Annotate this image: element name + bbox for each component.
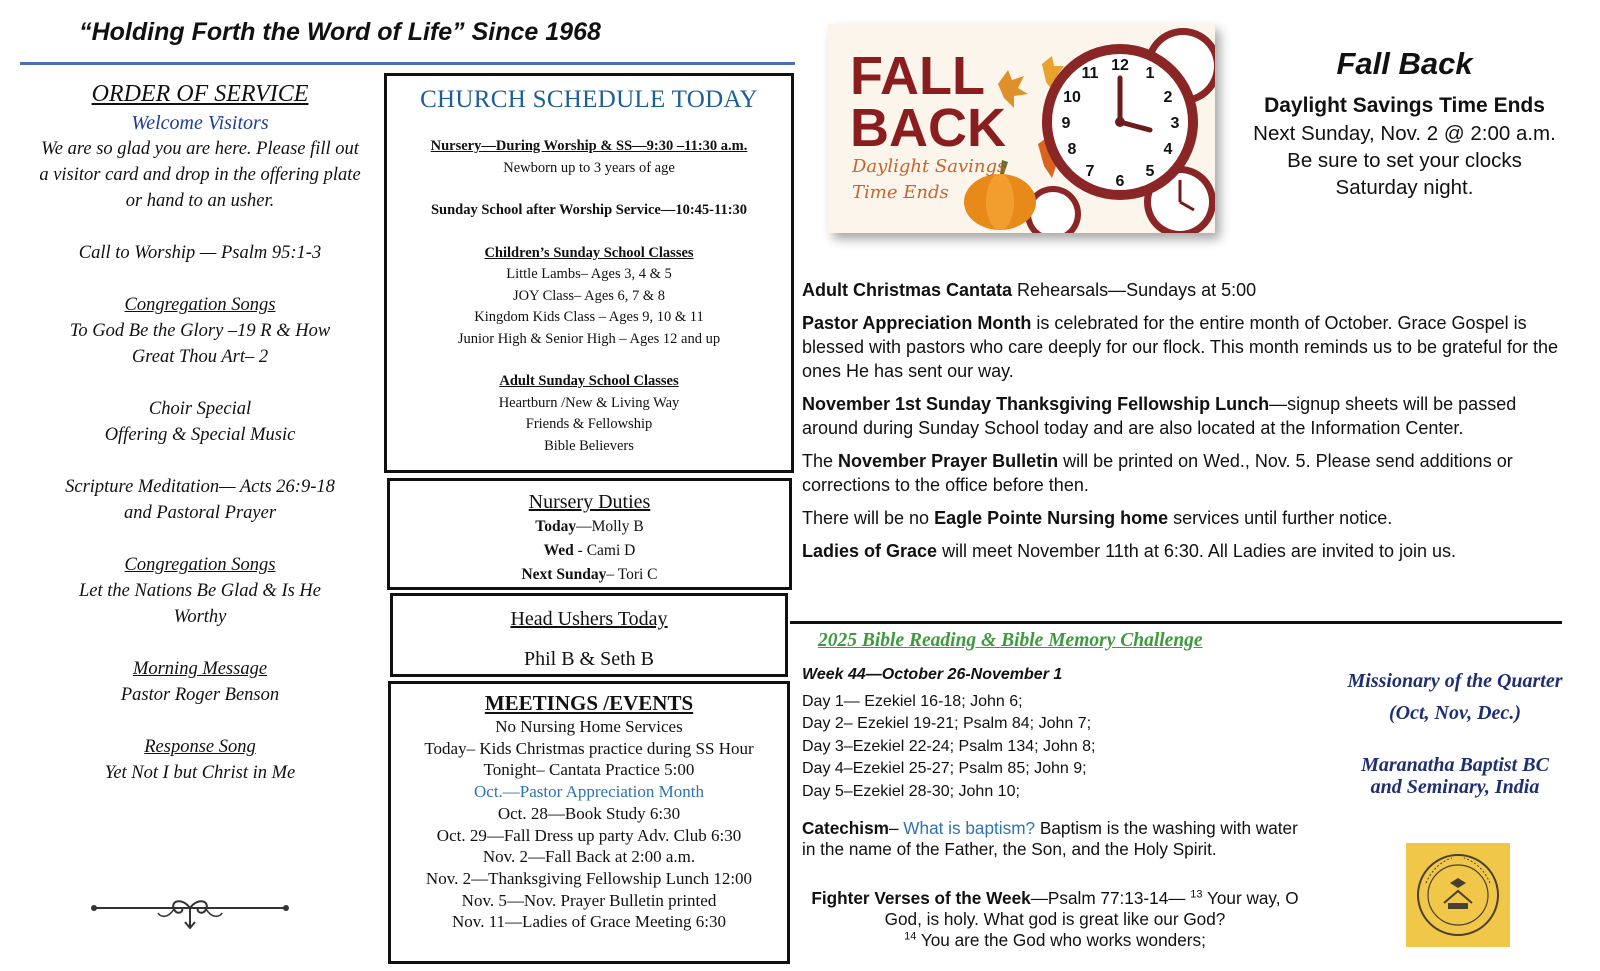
announcements — [802, 278, 1572, 572]
announcement-nursing-home — [802, 506, 1572, 530]
church-motto: “Holding Forth the Word of Life” Since 1968 — [79, 18, 601, 46]
meeting-item: Oct. 29—Fall Dress up party Adv. Club 6:30 — [436, 825, 742, 845]
verse-number: 14 — [904, 930, 917, 943]
song-line: Worthy — [173, 607, 227, 627]
reading-week: Week 44—October 26-November 1 — [802, 666, 1063, 683]
duty-sep: – — [606, 566, 618, 583]
svg-text:7: 7 — [1085, 163, 1095, 180]
meeting-item: Oct. 28—Book Study 6:30 — [497, 803, 681, 823]
reading-day: Day 3–Ezekiel 22-24; Psalm 134; John 8; — [802, 737, 1096, 755]
nursery-ages: Newborn up to 3 years of age — [503, 159, 675, 176]
welcome-visitors-heading: Welcome Visitors — [131, 112, 269, 134]
duty-name: Tori C — [617, 566, 658, 583]
verse-number: 13 — [1190, 888, 1203, 901]
welcome-line: We are so glad you are here. Please fill out — [41, 139, 359, 159]
svg-text:8: 8 — [1067, 141, 1077, 158]
announcement-cantata — [802, 278, 1572, 302]
children-classes-heading: Children’s Sunday School Classes — [484, 244, 694, 261]
catechism — [802, 818, 1302, 860]
sunday-school-time: Sunday School after Worship Service—10:45-11:30 — [430, 202, 748, 218]
announcement-text: —signup sheets will be passed around during Sunday School today and are also located at the Information Center. — [802, 394, 1517, 438]
nursery-duties-box — [387, 478, 792, 590]
reading-day: Day 1— Ezekiel 16-18; John 6; — [802, 692, 1023, 710]
fighter-verses — [808, 888, 1302, 951]
fall-back-line: Saturday night. — [1335, 176, 1474, 199]
dst-ends-subtitle: Daylight Savings Time Ends — [1264, 94, 1545, 117]
announcement-bold: Eagle Pointe Nursing home — [934, 508, 1169, 528]
response-song-heading: Response Song — [144, 737, 256, 757]
nursery-duties-title: Nursery Duties — [528, 491, 651, 513]
fall-word: FALL — [850, 46, 985, 106]
fall-back-title: Fall Back — [1336, 46, 1473, 81]
announcement-text: There will be no — [802, 508, 935, 528]
verse-text: You are the God who works wonders; — [916, 930, 1206, 950]
announcement-text: will be printed on Wed., Nov. 5. Please send additions or corrections to the office before then. — [802, 451, 1513, 495]
bible-reading-plan — [802, 664, 1302, 804]
verse-text: Your way, O God, is holy. What god is great like our God? — [884, 888, 1299, 929]
class-item: Heartburn /New & Living Way — [498, 394, 680, 411]
meetings-list — [391, 716, 787, 933]
class-item: Kingdom Kids Class – Ages 9, 10 & 11 — [474, 309, 704, 325]
song-line: Let the Nations Be Glad & Is He — [78, 581, 322, 601]
catechism-answer: Baptism is the washing with water in the name of the Father, the Son, and the Holy Spirit. — [802, 818, 1298, 859]
meeting-item: Today– Kids Christmas practice during SS Hour — [424, 738, 754, 758]
reading-day: Day 4–Ezekiel 25-27; Psalm 85; John 9; — [802, 760, 1087, 778]
fall-back-notice — [1222, 44, 1587, 201]
catechism-sep: – — [888, 818, 904, 838]
fighter-ref: —Psalm 77:13-14— — [1030, 888, 1191, 908]
missionary-org-line: Maranatha Baptist BC — [1361, 754, 1549, 776]
duty-row — [390, 539, 789, 563]
meeting-item: Nov. 2—Thanksgiving Fellowship Lunch 12:00 — [425, 868, 753, 888]
class-item: JOY Class– Ages 6, 7 & 8 — [512, 287, 666, 304]
duty-sep: - — [573, 542, 587, 559]
announcement-text: services until further notice. — [1168, 508, 1393, 528]
svg-text:3: 3 — [1170, 115, 1180, 132]
order-of-service — [20, 78, 380, 786]
svg-text:9: 9 — [1061, 115, 1071, 132]
congregation-songs-heading: Congregation Songs — [124, 295, 276, 315]
announcement-text: is celebrated for the entire month of October. Grace Gospel is blessed with pastors who care deeply for our flock. This month reminds us to be grateful for the ones He has sent our way. — [802, 313, 1559, 381]
head-ushers-names: Phil B & Seth B — [523, 648, 655, 670]
meetings-events-box — [388, 681, 790, 964]
missionary-heading: Missionary of the Quarter — [1347, 670, 1563, 692]
bible-challenge-title: 2025 Bible Reading & Bible Memory Challenge — [818, 630, 1203, 651]
order-of-service-title: ORDER OF SERVICE — [91, 81, 309, 107]
daylight-savings-script: Daylight Savings — [852, 156, 1007, 177]
call-to-worship: Call to Worship — Psalm 95:1-3 — [78, 243, 322, 263]
welcome-line: a visitor card and drop in the offering plate — [39, 165, 361, 185]
catechism-label: Catechism — [802, 818, 889, 838]
fall-back-clock-image — [828, 24, 1215, 233]
welcome-line: or hand to an usher. — [125, 191, 275, 211]
reading-day: Day 2– Ezekiel 19-21; Psalm 84; John 7; — [802, 715, 1092, 733]
duty-label: Wed — [543, 542, 574, 559]
song-line: Great Thou Art– 2 — [131, 347, 269, 367]
announcement-text: Rehearsals—Sundays at 5:00 — [1012, 280, 1257, 300]
duty-label: Today — [535, 518, 577, 535]
morning-message-heading: Morning Message — [132, 659, 268, 679]
svg-text:12: 12 — [1111, 57, 1129, 74]
response-song: Yet Not I but Christ in Me — [104, 763, 296, 783]
meeting-item: Nov. 5—Nov. Prayer Bulletin printed — [461, 890, 717, 910]
nursery-schedule: Nursery—During Worship & SS—9:30 –11:30 a.m. — [430, 138, 748, 154]
duty-row — [390, 563, 789, 587]
back-word: BACK — [850, 98, 1006, 158]
announcement-thanksgiving-lunch — [802, 392, 1572, 440]
announcement-text: will meet November 11th at 6:30. All Ladies are invited to join us. — [937, 541, 1457, 561]
song-line: To God Be the Glory –19 R & How — [69, 321, 331, 341]
announcement-bold: Adult Christmas Cantata — [802, 280, 1013, 300]
announcement-text: The — [802, 451, 839, 471]
church-schedule-box — [384, 73, 794, 473]
class-item: Bible Believers — [544, 437, 634, 454]
reading-day: Day 5–Ezekiel 28-30; John 10; — [802, 782, 1020, 800]
seminary-seal-icon — [1406, 843, 1510, 947]
meeting-item: Nov. 11—Ladies of Grace Meeting 6:30 — [452, 912, 726, 932]
svg-text:2: 2 — [1163, 89, 1173, 106]
duty-label: Next Sunday — [521, 566, 607, 583]
missionary-org-line: and Seminary, India — [1370, 776, 1540, 798]
message-pastor: Pastor Roger Benson — [120, 685, 280, 705]
meeting-item: No Nursing Home Services — [495, 717, 683, 736]
meetings-events-title: MEETINGS /EVENTS — [484, 691, 694, 715]
missionary-of-quarter — [1320, 670, 1590, 798]
svg-text:5: 5 — [1145, 163, 1155, 180]
class-item: Friends & Fellowship — [525, 416, 653, 432]
announcement-bold: November 1st Sunday Thanksgiving Fellowship Lunch — [802, 394, 1270, 414]
head-ushers-box — [390, 593, 788, 677]
announcement-bold: Pastor Appreciation Month — [802, 313, 1032, 333]
fall-back-line: Be sure to set your clocks — [1287, 149, 1522, 172]
duty-name: Cami D — [586, 542, 636, 559]
offering-special-music: Offering & Special Music — [104, 425, 296, 445]
header-divider — [20, 62, 795, 65]
svg-text:4: 4 — [1163, 141, 1173, 158]
fall-back-line: Next Sunday, Nov. 2 @ 2:00 a.m. — [1253, 122, 1556, 145]
class-item: Junior High & Senior High – Ages 12 and up — [457, 330, 721, 347]
duty-name: Molly B — [591, 518, 644, 535]
pastoral-prayer: and Pastoral Prayer — [123, 503, 277, 523]
church-schedule-title: CHURCH SCHEDULE TODAY — [420, 86, 758, 113]
meeting-item: Nov. 2—Fall Back at 2:00 a.m. — [482, 847, 696, 867]
duty-row — [390, 515, 789, 539]
svg-text:6: 6 — [1115, 173, 1125, 190]
choir-special: Choir Special — [148, 399, 252, 419]
svg-text:1: 1 — [1145, 65, 1155, 82]
class-item: Little Lambs– Ages 3, 4 & 5 — [506, 266, 672, 282]
duty-sep: — — [576, 518, 592, 535]
adult-classes-heading: Adult Sunday School Classes — [499, 373, 679, 389]
scripture-meditation: Scripture Meditation— Acts 26:9-18 — [65, 477, 335, 497]
meeting-item: Oct.—Pastor Appreciation Month — [474, 782, 704, 802]
svg-text:11: 11 — [1081, 65, 1099, 82]
missionary-quarter: (Oct, Nov, Dec.) — [1389, 702, 1521, 724]
time-ends-script: Time Ends — [852, 182, 949, 203]
announcement-prayer-bulletin — [802, 449, 1572, 497]
announcements-divider — [790, 621, 1562, 624]
meeting-item: Tonight– Cantata Practice 5:00 — [483, 760, 695, 780]
announcement-ladies-of-grace — [802, 539, 1572, 563]
head-ushers-title: Head Ushers Today — [510, 608, 668, 630]
flourish-ornament-icon — [90, 895, 290, 931]
announcement-bold: Ladies of Grace — [802, 541, 938, 561]
fighter-label: Fighter Verses of the Week — [811, 888, 1031, 908]
catechism-question: What is baptism? — [903, 818, 1036, 838]
announcement-pastor-appreciation — [802, 311, 1572, 383]
svg-text:10: 10 — [1063, 89, 1081, 106]
congregation-songs-heading-2: Congregation Songs — [124, 555, 276, 575]
announcement-bold: November Prayer Bulletin — [838, 451, 1059, 471]
